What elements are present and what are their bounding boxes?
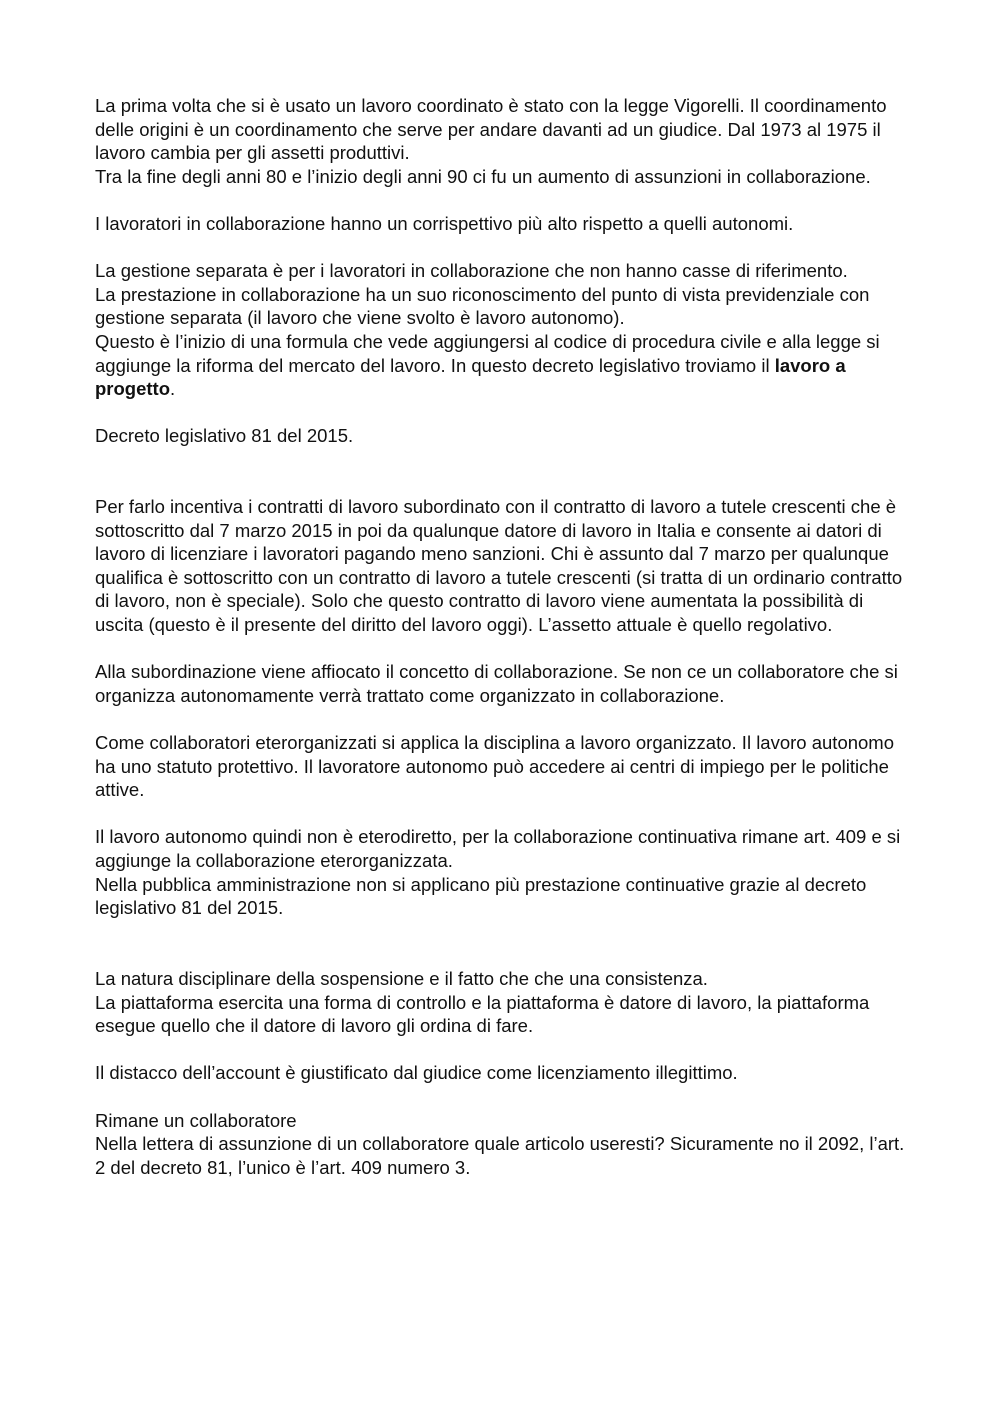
paragraph-tutele-crescenti: Per farlo incentiva i contratti di lavoro subordinato con il contratto di lavoro a tutele crescenti che è sottoscritto dal 7 marzo 2015 in poi da qualunque datore di lavoro in Italia e consente ai datori di lavoro di licenziare i lavoratori pagando meno sanzioni. Chi è assunto dal 7 marzo per qualunque qualifica è sottoscritto con un contratto di lavoro a tutele crescenti (si tratta di un ordinario contratto di lavoro, non è speciale). Solo che questo contratto di lavoro viene aumentata la possibilità di uscita (questo è il presente del diritto del lavoro oggi). L’assetto attuale è quello regolativo. — [95, 496, 903, 636]
paragraph-corrispettivo: I lavoratori in collaborazione hanno un corrispettivo più alto rispetto a quelli autonomi. — [95, 212, 794, 234]
text-line — [95, 330, 910, 401]
paragraph-spacer — [95, 1038, 910, 1062]
paragraph-gestione-separata — [95, 259, 910, 401]
paragraph-spacer — [95, 236, 910, 260]
paragraph-spacer — [95, 707, 910, 731]
text-line: Il lavoro autonomo quindi non è eterodiretto, per la collaborazione continuativa rimane art. 409 e si aggiunge la collaborazione eterorganizzata. — [95, 826, 901, 871]
paragraph-spacer — [95, 401, 910, 425]
bold-term-lavoro-a-progetto: lavoro a progetto — [95, 354, 846, 400]
paragraph-lavoro-autonomo — [95, 825, 910, 919]
paragraph-collaboratore — [95, 1109, 910, 1180]
text-line: La prestazione in collaborazione ha un suo riconoscimento del punto di vista previdenziale con gestione separata (il lavoro che viene svolto è lavoro autonomo). — [95, 283, 870, 329]
paragraph-distacco-account: Il distacco dell’account è giustificato dal giudice come licenziamento illegittimo. — [95, 1062, 738, 1084]
text-line: La gestione separata è per i lavoratori in collaborazione che non hanno casse di riferimento. — [95, 260, 848, 282]
text-line: Tra la fine degli anni 80 e l’inizio degli anni 90 ci fu un aumento di assunzioni in collaborazione. — [95, 165, 871, 187]
text-line: La prima volta che si è usato un lavoro coordinato è stato con la legge Vigorelli. Il coordinamento delle origini è un coordinamento che serve per andare davanti ad un giudice. Dal 1973 al 1975 il lavoro cambia per gli assetti produttivi. — [95, 95, 887, 164]
paragraph-spacer — [95, 448, 910, 495]
paragraph-decreto-81: Decreto legislativo 81 del 2015. — [95, 425, 354, 447]
text-run: Questo è l’inizio di una formula che vede aggiungersi al codice di procedura civile e alla legge si aggiunge la riforma del mercato del lavoro. In questo decreto legislativo troviamo il — [95, 330, 880, 376]
paragraph-piattaforma — [95, 967, 910, 1038]
paragraph-spacer — [95, 637, 910, 661]
text-line: Nella lettera di assunzione di un collaboratore quale articolo useresti? Sicuramente no il 2092, l’art. 2 del decreto 81, l’unico è l’art. 409 numero 3. — [95, 1133, 905, 1178]
document-page — [95, 94, 910, 1179]
paragraph-spacer — [95, 920, 910, 967]
paragraph-eterorganizzati: Come collaboratori eterorganizzati si applica la disciplina a lavoro organizzato. Il lavoro autonomo ha uno statuto protettivo. Il lavoratore autonomo può accedere ai centri di impiego per le politiche attive. — [95, 732, 895, 801]
paragraph-legge-vigorelli — [95, 94, 910, 188]
text-run: . — [170, 378, 176, 400]
text-line: La piattaforma esercita una forma di controllo e la piattaforma è datore di lavoro, la piattaforma esegue quello che il datore di lavoro gli ordina di fare. — [95, 991, 870, 1037]
paragraph-spacer — [95, 1085, 910, 1109]
paragraph-spacer — [95, 802, 910, 826]
text-line: Rimane un collaboratore — [95, 1109, 297, 1131]
paragraph-subordinazione: Alla subordinazione viene affiocato il concetto di collaborazione. Se non ce un collaboratore che si organizza autonomamente verrà trattato come organizzato in collaborazione. — [95, 661, 898, 706]
paragraph-spacer — [95, 188, 910, 212]
text-line: Nella pubblica amministrazione non si applicano più prestazione continuative grazie al decreto legislativo 81 del 2015. — [95, 873, 867, 919]
text-line: La natura disciplinare della sospensione e il fatto che che una consistenza. — [95, 967, 708, 989]
